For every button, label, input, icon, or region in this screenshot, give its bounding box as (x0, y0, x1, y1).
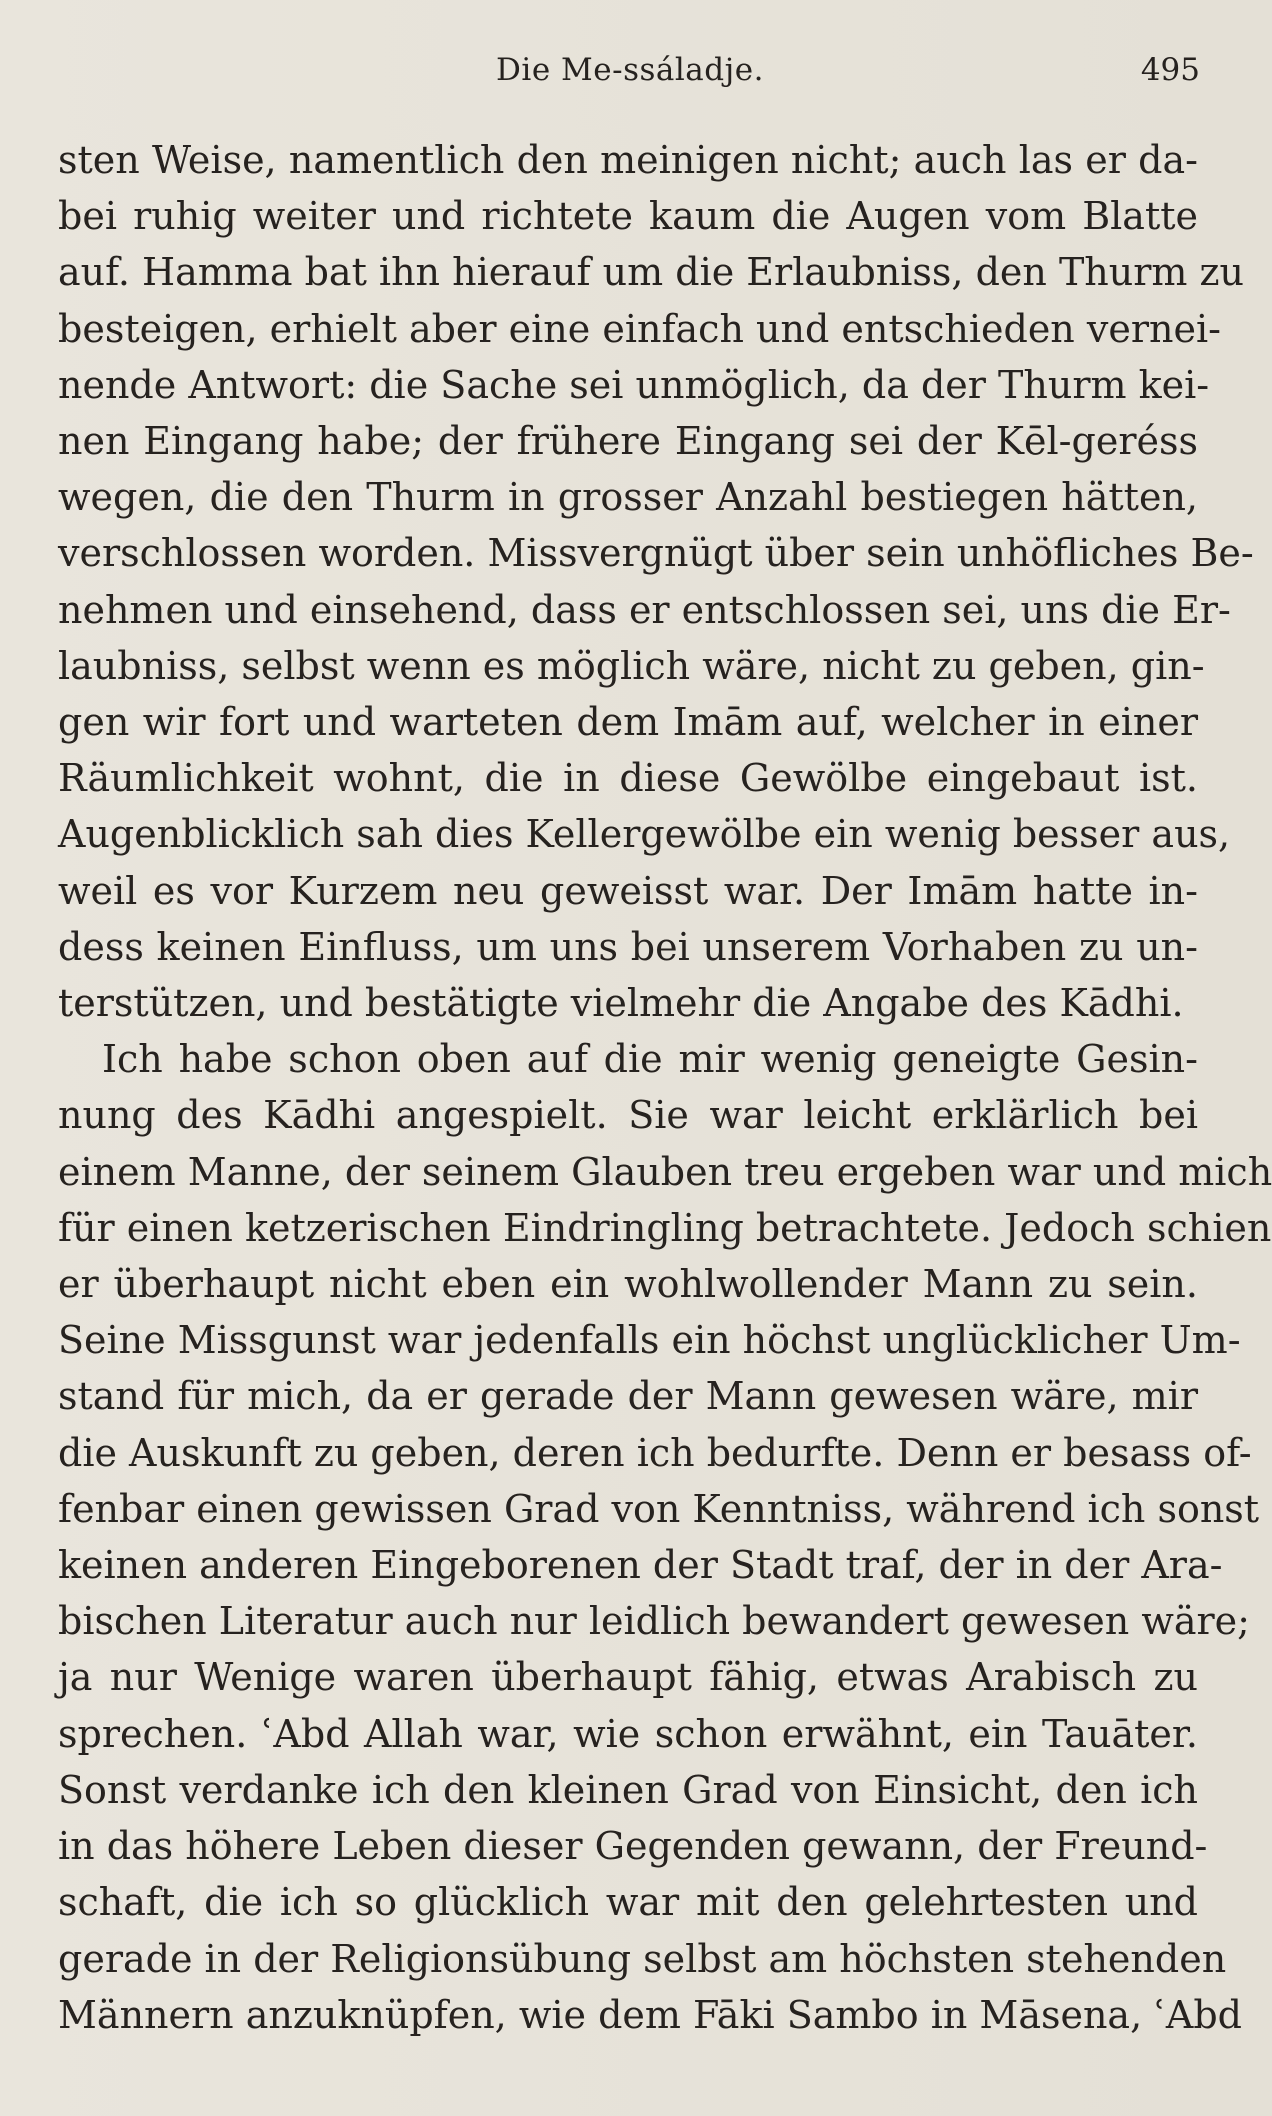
text-line: die Auskunft zu geben, deren ich bedurfte. Denn er besass of- (58, 1430, 1252, 1475)
text-line: gerade in der Religionsübung selbst am höchsten stehenden (58, 1936, 1227, 1981)
running-head (60, 52, 1200, 108)
text-line: laubniss, selbst wenn es möglich wäre, nicht zu geben, gin- (58, 643, 1205, 688)
text-line: terstützen, und bestätigte vielmehr die Angabe des Kādhi. (58, 981, 1184, 1026)
page-number: 495 (1140, 52, 1200, 88)
text-line: für einen ketzerischen Eindringling betrachtete. Jedoch schien (58, 1205, 1272, 1250)
text-line: sprechen. ʿAbd Allah war, wie schon erwähnt, ein Tauāter. (58, 1711, 1198, 1756)
paragraph-2 (58, 1031, 1272, 2043)
text-line: nen Eingang habe; der frühere Eingang sei der Kēl-geréss (58, 419, 1198, 464)
text-line: Sonst verdanke ich den kleinen Grad von Einsicht, den ich (58, 1767, 1198, 1812)
text-line: Räumlichkeit wohnt, die in diese Gewölbe eingebaut ist. (58, 756, 1198, 801)
running-title: Die Me-ssáladje. (496, 52, 764, 88)
text-line: nung des Kādhi angespielt. Sie war leicht erklärlich bei (58, 1093, 1198, 1138)
text-line: fenbar einen gewissen Grad von Kenntniss, während ich sonst (58, 1486, 1260, 1531)
text-line: keinen anderen Eingeborenen der Stadt traf, der in der Ara- (58, 1543, 1223, 1588)
text-line: bischen Literatur auch nur leidlich bewandert gewesen wäre; (58, 1599, 1250, 1644)
text-line: dess keinen Einfluss, um uns bei unserem Vorhaben zu un- (58, 924, 1198, 969)
text-line: er überhaupt nicht eben ein wohlwollender Mann zu sein. (58, 1262, 1198, 1307)
text-line: einem Manne, der seinem Glauben treu ergeben war und mich (58, 1149, 1272, 1194)
text-line: nehmen und einsehend, dass er entschlossen sei, uns die Er- (58, 587, 1231, 632)
text-line: auf. Hamma bat ihn hierauf um die Erlaubniss, den Thurm zu (58, 250, 1245, 295)
paragraph-1 (58, 132, 1254, 1031)
text-line: sten Weise, namentlich den meinigen nicht; auch las er da- (58, 138, 1198, 182)
body-text (58, 132, 1272, 2043)
text-line: verschlossen worden. Missvergnügt über sein unhöfliches Be- (58, 531, 1254, 576)
text-line: gen wir fort und warteten dem Imām auf, welcher in einer (58, 700, 1198, 745)
text-line: ja nur Wenige waren überhaupt fähig, etwas Arabisch zu (58, 1655, 1198, 1700)
text-line: Männern anzuknüpfen, wie dem Fāki Sambo in Māsena, ʿAbd (58, 1992, 1243, 2037)
text-line: besteigen, erhielt aber eine einfach und entschieden vernei- (58, 306, 1221, 351)
text-line: bei ruhig weiter und richtete kaum die Augen vom Blatte (58, 194, 1198, 239)
text-line: Ich habe schon oben auf die mir wenig geneigte Gesin- (102, 1037, 1198, 1082)
text-line: weil es vor Kurzem neu geweisst war. Der Imām hatte in- (58, 868, 1198, 913)
text-line: stand für mich, da er gerade der Mann gewesen wäre, mir (58, 1374, 1198, 1419)
text-line: Seine Missgunst war jedenfalls ein höchst unglücklicher Um- (58, 1318, 1241, 1363)
text-line: in das höhere Leben dieser Gegenden gewann, der Freund- (58, 1824, 1208, 1869)
text-line: nende Antwort: die Sache sei unmöglich, da der Thurm kei- (58, 362, 1210, 407)
text-line: Augenblicklich sah dies Kellergewölbe ein wenig besser aus, (58, 812, 1231, 857)
text-line: schaft, die ich so glücklich war mit den gelehrtesten und (58, 1880, 1198, 1925)
text-line: wegen, die den Thurm in grosser Anzahl bestiegen hätten, (58, 475, 1198, 520)
